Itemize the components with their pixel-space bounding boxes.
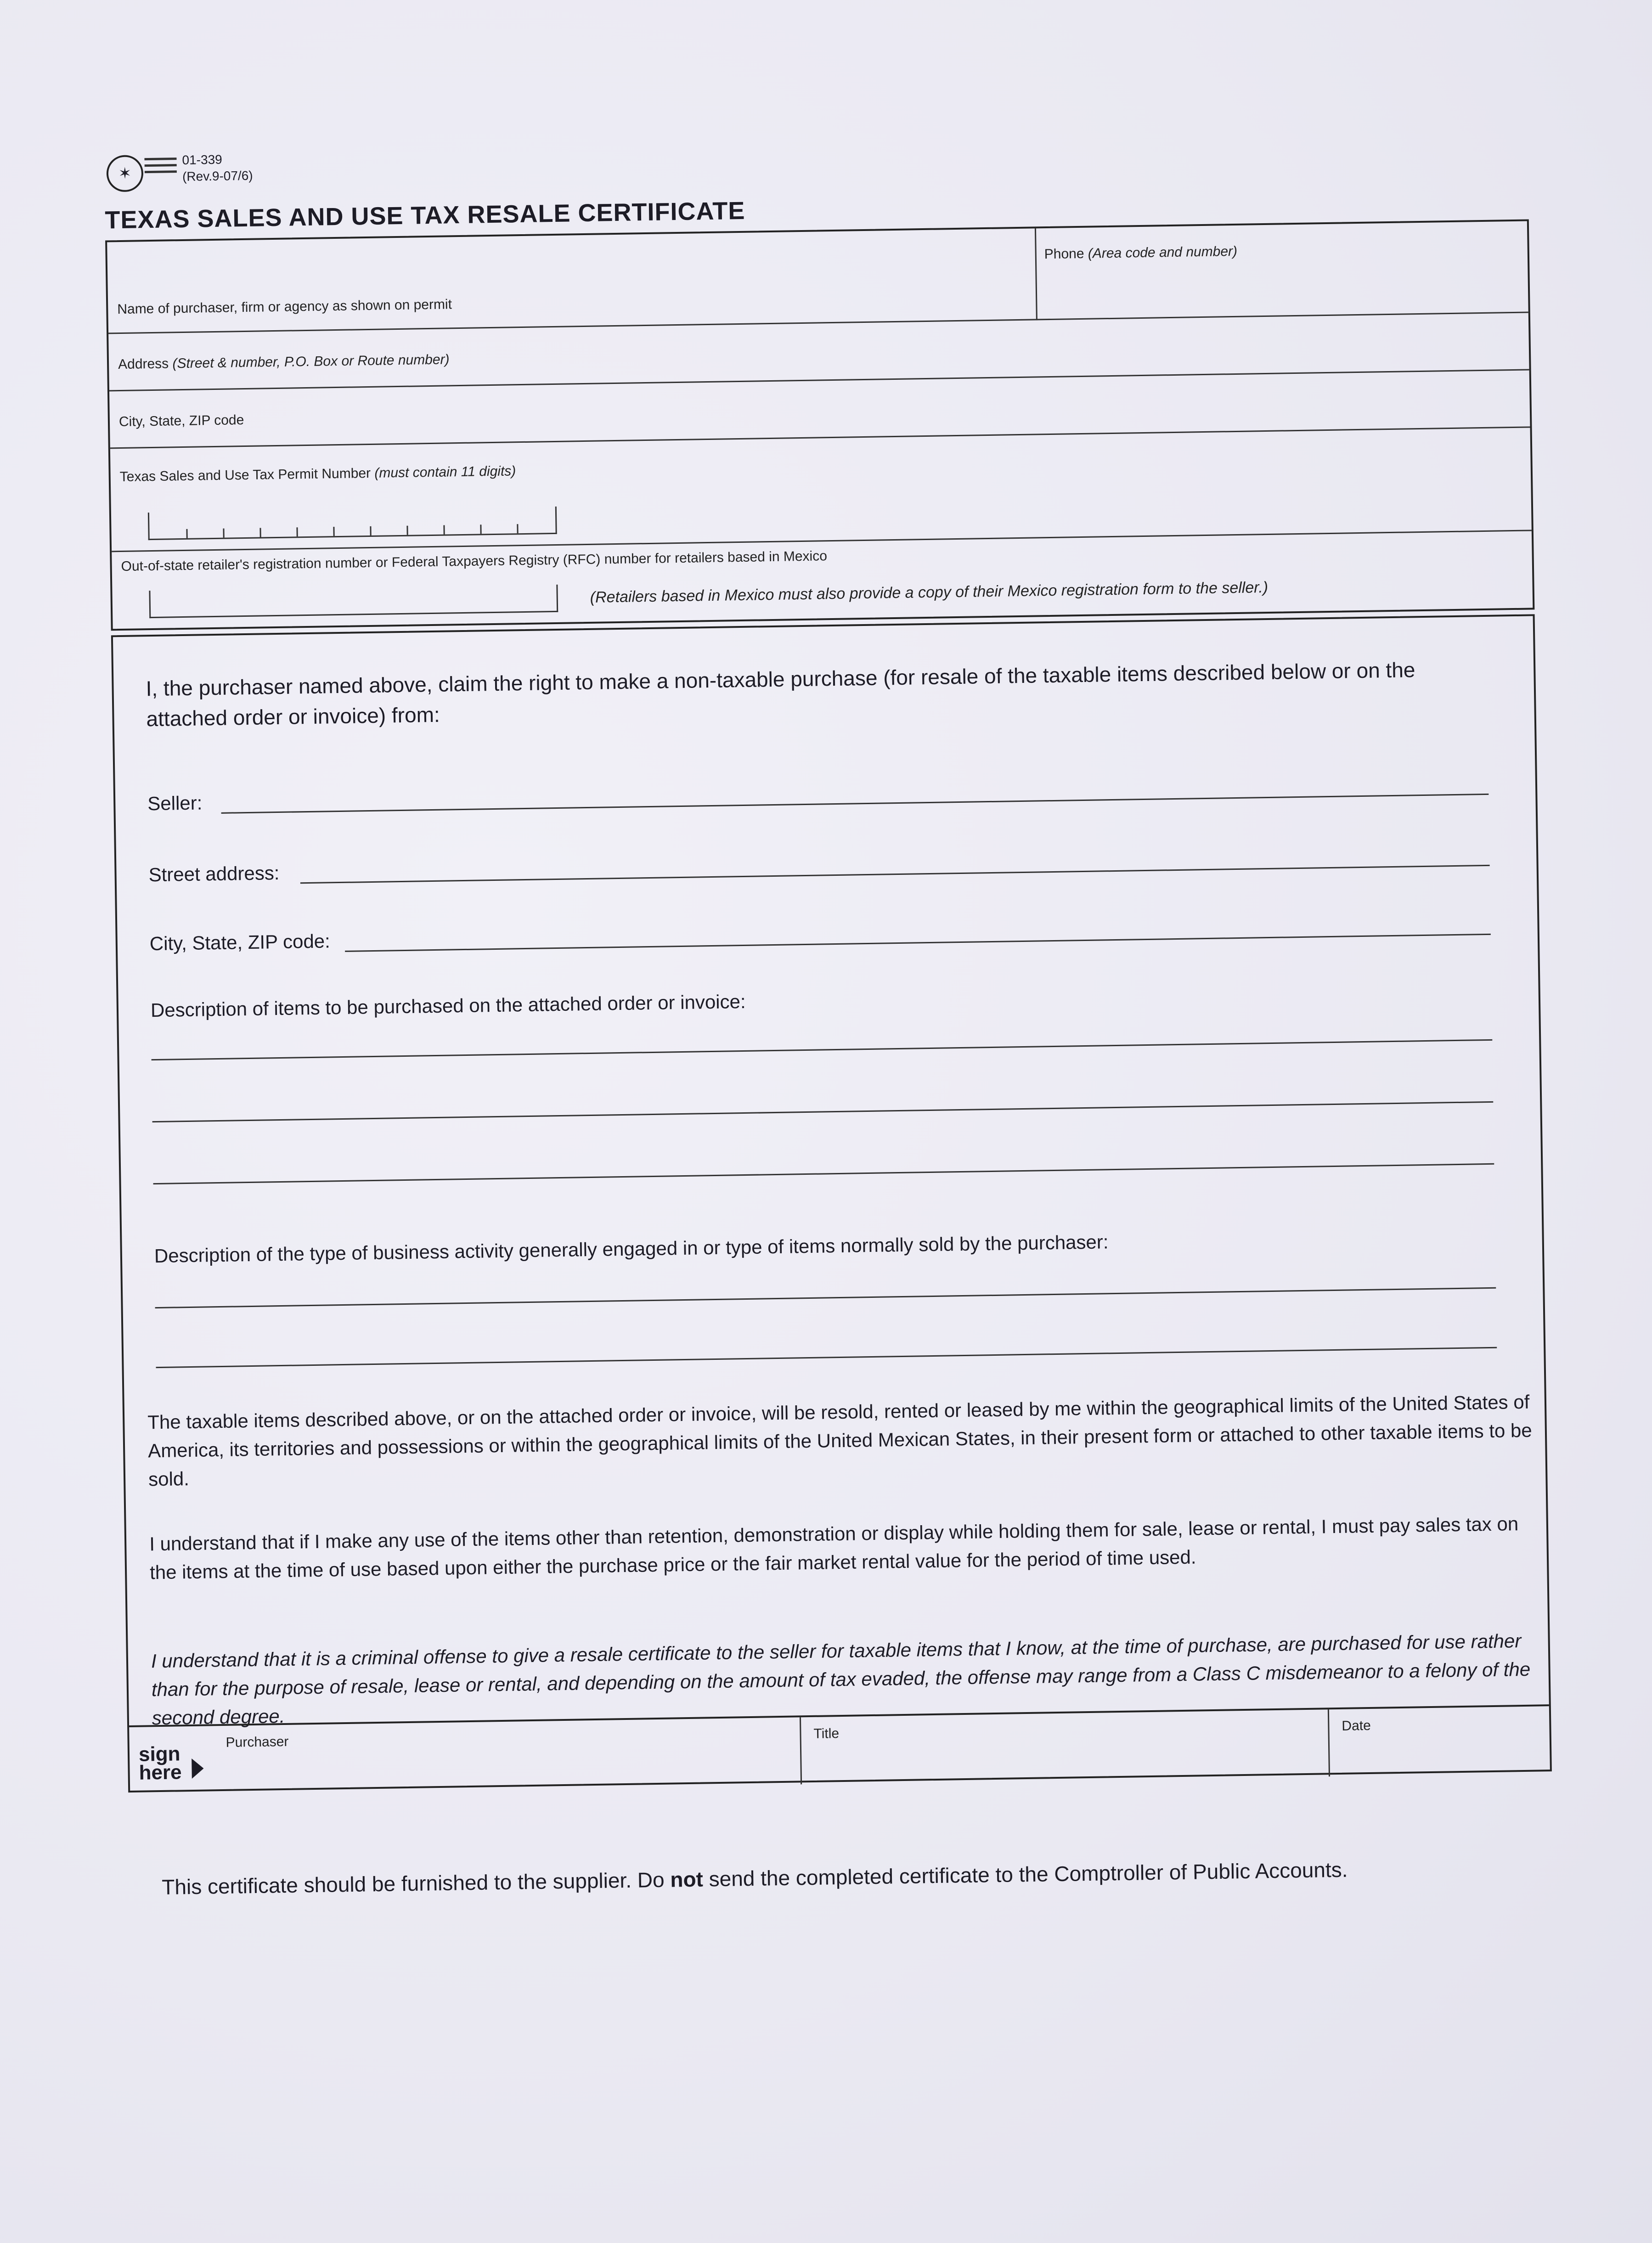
purchaser-info-box (105, 219, 1534, 631)
rfc-note: (Retailers based in Mexico must also provide a copy of their Mexico registration form to the seller.) (590, 578, 1269, 606)
items-description-label: Description of items to be purchased on the attached order or invoice: (150, 990, 746, 1021)
sign-here-arrow-icon (192, 1758, 204, 1779)
permit-number-label (120, 463, 516, 485)
business-line-1[interactable] (155, 1287, 1496, 1308)
resale-claim-box (111, 614, 1552, 1792)
rfc-number-box[interactable] (149, 585, 558, 618)
date-label: Date (1342, 1718, 1371, 1734)
sign-here-marker (138, 1742, 182, 1784)
phone-label (1044, 244, 1238, 262)
purchaser-signature-label: Purchaser (226, 1734, 289, 1750)
seller-city-label: City, State, ZIP code: (149, 930, 331, 955)
criminal-offense-statement: I understand that it is a criminal offense to give a resale certificate to the seller for taxable items that I know, at the time of purchase, are purchased for use rather than for the purpose of resale, lease or rental, and depending on the amount of tax evaded, the offense may range from a Class C misdemeanor to a felony of the second degree. (151, 1630, 1531, 1729)
address-label (118, 352, 450, 372)
use-tax-statement: I understand that if I make any use of the items other than retention, demonstration or display while holding them for sale, lease or rental, I must pay sales tax on the items at the time of use based upon either the purchase price or the fair market rental value for the period of time used. (149, 1513, 1519, 1584)
business-description-label: Description of the type of business activity generally engaged in or type of items normally sold by the purchaser: (154, 1231, 1109, 1267)
street-address-line[interactable] (300, 865, 1490, 884)
agency-text-lines (144, 158, 177, 177)
seller-label: Seller: (147, 792, 203, 815)
title-date-divider (1328, 1709, 1330, 1776)
phone-divider (1035, 228, 1037, 320)
items-line-3[interactable] (153, 1163, 1494, 1184)
here-text: here (139, 1761, 182, 1784)
texas-comptroller-seal-icon: ✶ (106, 155, 143, 192)
footer-text-end: send the completed certificate to the Comptroller of Public Accounts. (703, 1857, 1348, 1891)
address-label-text: Address (118, 356, 169, 372)
city-state-zip-label: City, State, ZIP code (118, 412, 244, 430)
business-line-2[interactable] (156, 1347, 1497, 1368)
items-line-1[interactable] (152, 1039, 1493, 1060)
resale-statement: The taxable items described above, or on the attached order or invoice, will be resold, rented or leased by me within the geographical limits of the United States of America, its territories and possessions or within the geographical limits of the United Mexican States, in their present form or attached to other taxable items to be sold. (147, 1391, 1533, 1490)
form-number-text: 01-339 (182, 152, 222, 167)
title-label: Title (813, 1726, 840, 1741)
page-title: TEXAS SALES AND USE TAX RESALE CERTIFICATE (105, 197, 745, 234)
street-address-label: Street address: (148, 862, 280, 886)
rfc-number-label: Out-of-state retailer's registration number or Federal Taxpayers Registry (RFC) number for retailers based in Mexico (121, 548, 828, 575)
claim-intro: I, the purchaser named above, claim the right to make a non-taxable purchase (for resale of the taxable items described below or on the attached order or invoice) from: (146, 658, 1415, 731)
phone-hint: (Area code and number) (1088, 243, 1238, 261)
sign-text: sign (138, 1742, 180, 1766)
footer-text-start: This certificate should be furnished to the supplier. Do (161, 1867, 671, 1899)
items-line-2[interactable] (152, 1101, 1494, 1122)
permit-number-hint: (must contain 11 digits) (374, 463, 516, 481)
address-hint: (Street & number, P.O. Box or Route number) (172, 352, 450, 372)
phone-label-text: Phone (1044, 246, 1084, 262)
form-number (182, 151, 253, 185)
purchaser-name-label: Name of purchaser, firm or agency as shown on permit (117, 297, 452, 317)
signature-title-divider (800, 1717, 802, 1784)
seller-line[interactable] (221, 794, 1489, 814)
footer-text-bold: not (670, 1867, 704, 1892)
form-revision: (Rev.9-07/6) (182, 168, 253, 184)
permit-number-label-text: Texas Sales and Use Tax Permit Number (119, 465, 371, 485)
seller-city-line[interactable] (345, 934, 1491, 952)
resale-certificate-form (90, 127, 1587, 2008)
footer-note (162, 1857, 1348, 1899)
